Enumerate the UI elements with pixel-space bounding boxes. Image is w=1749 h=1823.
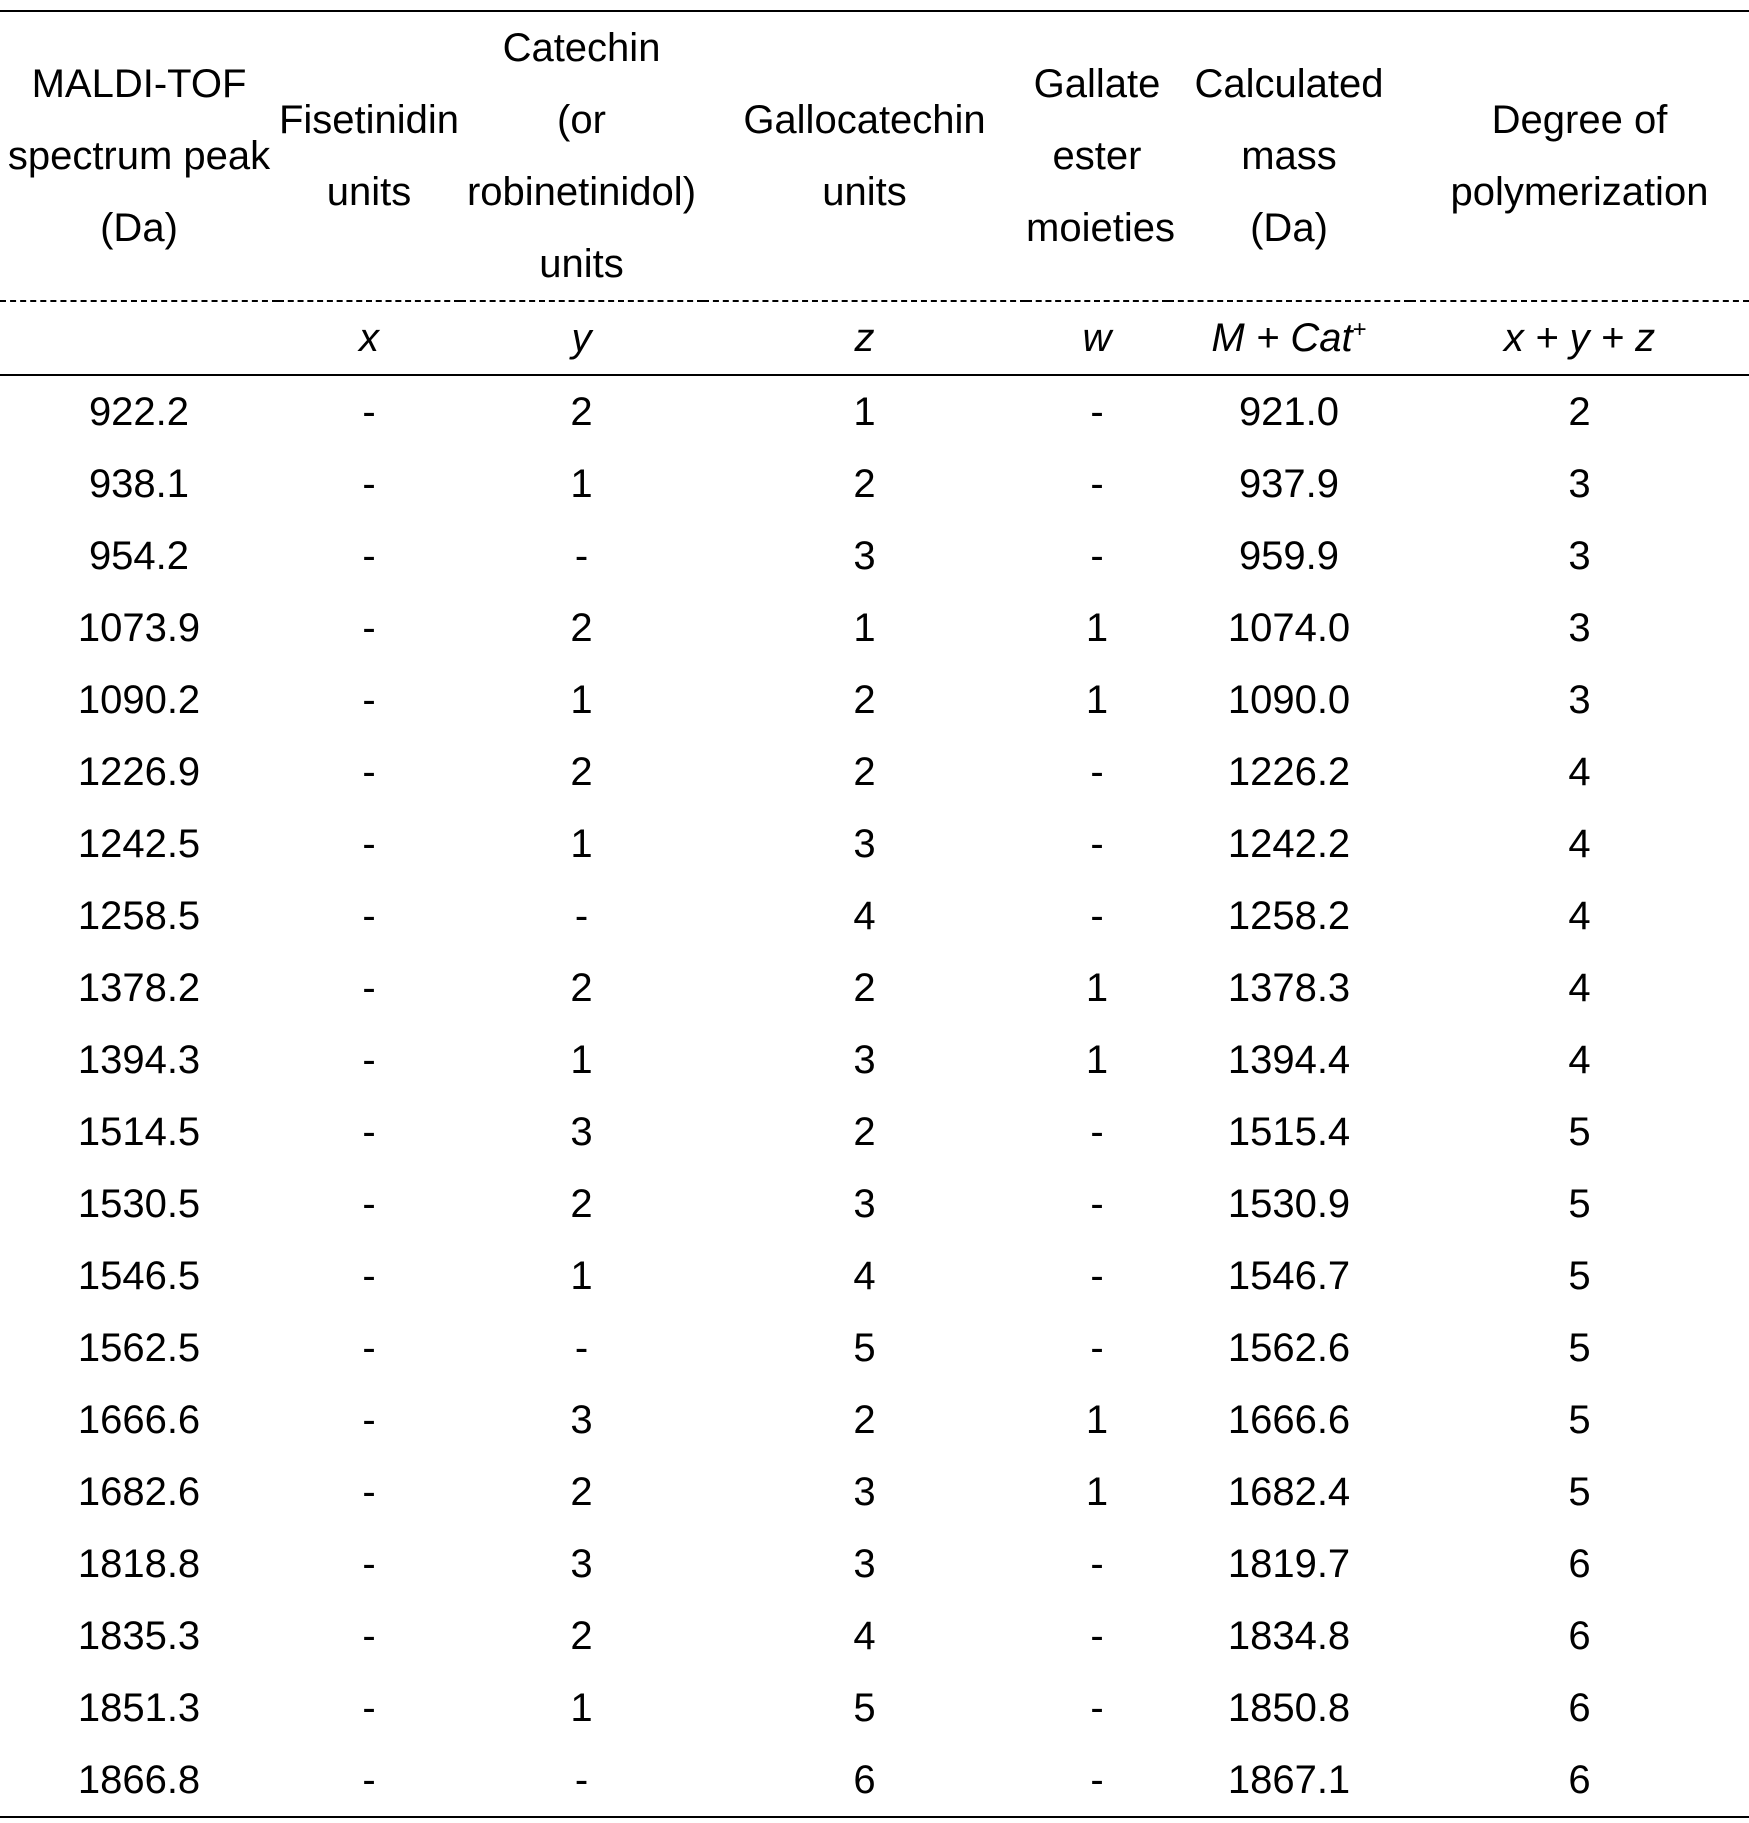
header-line: spectrum peak xyxy=(7,134,271,178)
header-line: moieties xyxy=(1026,206,1175,250)
table-row xyxy=(0,1384,1749,1456)
table-cell: - xyxy=(460,1744,703,1817)
table-cell: - xyxy=(1090,1254,1104,1298)
table-cell: 954.2 xyxy=(88,534,190,578)
table-cell: - xyxy=(362,894,376,938)
table-cell: 2 xyxy=(570,606,593,650)
header-calculated-mass xyxy=(1168,11,1410,301)
header-line: Gallate xyxy=(1033,62,1161,106)
table-cell: 6 xyxy=(1410,1744,1749,1817)
table-cell: 1546.7 xyxy=(1227,1254,1351,1298)
table-cell: 3 xyxy=(1568,678,1591,722)
header-line: Degree of xyxy=(1491,98,1668,142)
table-row xyxy=(0,736,1749,808)
table-cell: 3 xyxy=(570,1398,593,1442)
symbol-cell: z xyxy=(703,301,1026,375)
symbol-cell: y xyxy=(460,301,703,375)
table-cell: 1819.7 xyxy=(1227,1542,1351,1586)
table-cell: 1 xyxy=(1085,1470,1109,1514)
table-cell: 4 xyxy=(853,1254,876,1298)
table-cell: 5 xyxy=(1568,1110,1591,1154)
table-row xyxy=(0,1672,1749,1744)
table-cell: - xyxy=(1090,1686,1104,1730)
table-row xyxy=(0,1456,1749,1528)
table-cell: 1090.2 xyxy=(77,678,201,722)
table-cell: - xyxy=(1090,1542,1104,1586)
table-cell: 1866.8 xyxy=(0,1744,278,1817)
symbol-text: M + Cat xyxy=(1211,316,1353,360)
table-cell: 1530.5 xyxy=(77,1182,201,1226)
symbol-row xyxy=(0,301,1749,375)
table-row xyxy=(0,1240,1749,1312)
table-cell: 1 xyxy=(570,462,593,506)
table-cell: - xyxy=(362,966,376,1010)
table-row xyxy=(0,1168,1749,1240)
header-line: Calculated xyxy=(1194,62,1384,106)
header-gallocatechin-units xyxy=(703,11,1026,301)
table-cell: - xyxy=(362,1398,376,1442)
table-cell: 1 xyxy=(570,678,593,722)
table-cell: - xyxy=(362,1182,376,1226)
table-cell: 5 xyxy=(1568,1326,1591,1370)
header-line: (Da) xyxy=(1250,206,1328,250)
header-gallate-ester-moieties xyxy=(1026,11,1175,301)
table-cell: 1835.3 xyxy=(77,1614,201,1658)
table-cell: 1226.2 xyxy=(1227,750,1351,794)
table-cell: 1666.6 xyxy=(1227,1398,1351,1442)
table-row xyxy=(0,1600,1749,1672)
table-cell: 1 xyxy=(1085,1398,1109,1442)
table-cell: 1 xyxy=(570,1254,593,1298)
table-cell: 4 xyxy=(1568,750,1591,794)
table-body xyxy=(0,375,1749,1817)
table-cell: - xyxy=(574,534,589,578)
table-cell: 3 xyxy=(853,1470,876,1514)
table-cell: 921.0 xyxy=(1238,390,1340,434)
table-cell: - xyxy=(1090,390,1104,434)
header-line: ester xyxy=(1052,134,1142,178)
table-cell: 1 xyxy=(1085,1038,1109,1082)
table-cell: 1850.8 xyxy=(1227,1686,1351,1730)
symbol-cell: x xyxy=(278,301,460,375)
table-row xyxy=(0,1024,1749,1096)
table-cell: - xyxy=(1090,822,1104,866)
table-cell: - xyxy=(1090,894,1104,938)
table-cell: 938.1 xyxy=(88,462,190,506)
table-row xyxy=(0,952,1749,1024)
table-cell: 3 xyxy=(570,1542,593,1586)
table-cell: 3 xyxy=(853,534,876,578)
table-cell: 5 xyxy=(1568,1470,1591,1514)
table-cell: 1 xyxy=(853,390,876,434)
table-cell: 2 xyxy=(853,966,876,1010)
table-cell: 5 xyxy=(853,1326,876,1370)
table-cell: 2 xyxy=(853,1398,876,1442)
table-cell: 3 xyxy=(1568,462,1591,506)
header-line: MALDI-TOF xyxy=(31,62,247,106)
table-cell: 2 xyxy=(853,1110,876,1154)
symbol-cell xyxy=(0,301,278,375)
table-cell: 4 xyxy=(1568,822,1591,866)
table-cell: 2 xyxy=(570,1470,593,1514)
table-cell: 1073.9 xyxy=(77,606,201,650)
table-cell: - xyxy=(362,1686,376,1730)
table-cell: 3 xyxy=(853,1038,876,1082)
symbol-cell: w xyxy=(1026,301,1168,375)
table-cell: 1242.5 xyxy=(77,822,201,866)
table-row xyxy=(0,664,1749,736)
table-cell: 2 xyxy=(570,750,593,794)
table-cell: 3 xyxy=(853,1182,876,1226)
table-cell: 1851.3 xyxy=(77,1686,201,1730)
table-row xyxy=(0,448,1749,520)
table-cell: - xyxy=(574,1326,589,1370)
table-cell: 1682.6 xyxy=(77,1470,201,1514)
table-cell: - xyxy=(574,894,589,938)
table-cell: 2 xyxy=(570,1182,593,1226)
header-line: units xyxy=(326,170,412,214)
header-line: Catechin xyxy=(502,26,661,70)
table-cell: 1562.5 xyxy=(77,1326,201,1370)
table-cell: 6 xyxy=(1568,1686,1591,1730)
table-cell: 1546.5 xyxy=(77,1254,201,1298)
table-cell: 4 xyxy=(853,894,876,938)
header-catechin-units xyxy=(460,11,703,301)
table-cell: 1 xyxy=(570,1038,593,1082)
table-cell: 1 xyxy=(1085,678,1109,722)
table-cell: 1818.8 xyxy=(77,1542,201,1586)
table-cell: 1258.2 xyxy=(1227,894,1351,938)
table-cell: 1530.9 xyxy=(1227,1182,1351,1226)
data-table-container xyxy=(0,10,1749,1818)
table-cell: - xyxy=(362,462,376,506)
table-row xyxy=(0,1312,1749,1384)
table-row xyxy=(0,1744,1749,1817)
table-cell: - xyxy=(1090,462,1104,506)
table-cell: 1242.2 xyxy=(1227,822,1351,866)
table-cell: - xyxy=(362,534,376,578)
table-cell: 5 xyxy=(1568,1182,1591,1226)
table-row xyxy=(0,1528,1749,1600)
table-cell: 1394.4 xyxy=(1227,1038,1351,1082)
table-cell: - xyxy=(1090,1614,1104,1658)
table-cell: 4 xyxy=(1568,966,1591,1010)
table-cell: 3 xyxy=(1568,606,1591,650)
table-cell: - xyxy=(362,750,376,794)
table-cell: 2 xyxy=(853,462,876,506)
table-cell: 1378.3 xyxy=(1227,966,1351,1010)
table-cell: - xyxy=(362,1614,376,1658)
table-cell: 3 xyxy=(570,1110,593,1154)
table-cell: - xyxy=(362,1326,376,1370)
table-row xyxy=(0,808,1749,880)
column-header-row xyxy=(0,11,1749,301)
table-cell: 922.2 xyxy=(88,390,190,434)
header-line: (or xyxy=(557,98,606,142)
table-cell: - xyxy=(362,606,376,650)
table-cell: 1562.6 xyxy=(1227,1326,1351,1370)
table-cell: 1226.9 xyxy=(77,750,201,794)
table-cell: 5 xyxy=(1568,1254,1591,1298)
table-cell: - xyxy=(362,678,376,722)
header-line: Gallocatechin xyxy=(743,98,986,142)
header-maldi-tof-peak xyxy=(0,11,278,301)
header-line: Fisetinidin xyxy=(278,98,460,142)
table-cell: - xyxy=(1090,1110,1104,1154)
table-cell: - xyxy=(362,1542,376,1586)
table-cell: 2 xyxy=(570,390,593,434)
header-line: units xyxy=(539,242,624,286)
table-cell: 1 xyxy=(1085,966,1109,1010)
table-cell: - xyxy=(1090,1182,1104,1226)
table-row xyxy=(0,1096,1749,1168)
table-cell: - xyxy=(362,1110,376,1154)
table-cell: - xyxy=(362,1254,376,1298)
table-cell: 3 xyxy=(853,1542,876,1586)
table-cell: 1867.1 xyxy=(1168,1744,1410,1817)
table-cell: 1 xyxy=(570,1686,593,1730)
symbol-cell: x + y + z xyxy=(1410,301,1749,375)
table-cell: - xyxy=(362,1470,376,1514)
table-cell: 937.9 xyxy=(1238,462,1340,506)
table-cell: 4 xyxy=(853,1614,876,1658)
table-cell: 1394.3 xyxy=(77,1038,201,1082)
table-cell: 1378.2 xyxy=(77,966,201,1010)
header-line: mass xyxy=(1241,134,1337,178)
header-line: (Da) xyxy=(100,206,178,250)
table-cell: 1090.0 xyxy=(1227,678,1351,722)
table-cell: 3 xyxy=(853,822,876,866)
table-cell: 1666.6 xyxy=(77,1398,201,1442)
table-cell: 1515.4 xyxy=(1227,1110,1351,1154)
table-row xyxy=(0,375,1749,448)
table-cell: 1 xyxy=(853,606,876,650)
table-cell: 1514.5 xyxy=(77,1110,201,1154)
table-cell: - xyxy=(1090,750,1104,794)
table-cell: 1682.4 xyxy=(1227,1470,1351,1514)
table-cell: 6 xyxy=(703,1744,1026,1817)
table-row xyxy=(0,880,1749,952)
table-cell: 4 xyxy=(1568,894,1591,938)
table-cell: 4 xyxy=(1568,1038,1591,1082)
table-cell: 2 xyxy=(853,750,876,794)
table-cell: 1 xyxy=(1085,606,1109,650)
table-cell: 2 xyxy=(853,678,876,722)
table-row xyxy=(0,592,1749,664)
cation-superscript: + xyxy=(1352,316,1367,343)
table-cell: - xyxy=(1090,534,1104,578)
table-row xyxy=(0,520,1749,592)
table-cell: - xyxy=(362,390,376,434)
table-cell: 2 xyxy=(1568,390,1591,434)
table-cell: - xyxy=(278,1744,460,1817)
table-cell: 5 xyxy=(1568,1398,1591,1442)
table-cell: 1258.5 xyxy=(77,894,201,938)
symbol-cell-mass xyxy=(1168,301,1410,375)
header-line: polymerization xyxy=(1450,170,1709,214)
table-cell: 5 xyxy=(853,1686,876,1730)
table-cell: 3 xyxy=(1568,534,1591,578)
table-cell: 2 xyxy=(570,966,593,1010)
maldi-tof-table xyxy=(0,10,1749,1818)
table-cell: 6 xyxy=(1568,1542,1591,1586)
table-cell: 1 xyxy=(570,822,593,866)
table-cell: 959.9 xyxy=(1238,534,1340,578)
table-cell: 2 xyxy=(570,1614,593,1658)
header-fisetinidin-units xyxy=(278,11,460,301)
table-cell: - xyxy=(1026,1744,1168,1817)
header-line: robinetinidol) xyxy=(466,170,697,214)
table-cell: 6 xyxy=(1568,1614,1591,1658)
table-cell: 1834.8 xyxy=(1227,1614,1351,1658)
header-line: units xyxy=(822,170,907,214)
table-cell: - xyxy=(362,1038,376,1082)
header-degree-of-polymerization xyxy=(1410,11,1749,301)
table-cell: - xyxy=(362,822,376,866)
table-cell: - xyxy=(1090,1326,1104,1370)
table-cell: 1074.0 xyxy=(1227,606,1351,650)
